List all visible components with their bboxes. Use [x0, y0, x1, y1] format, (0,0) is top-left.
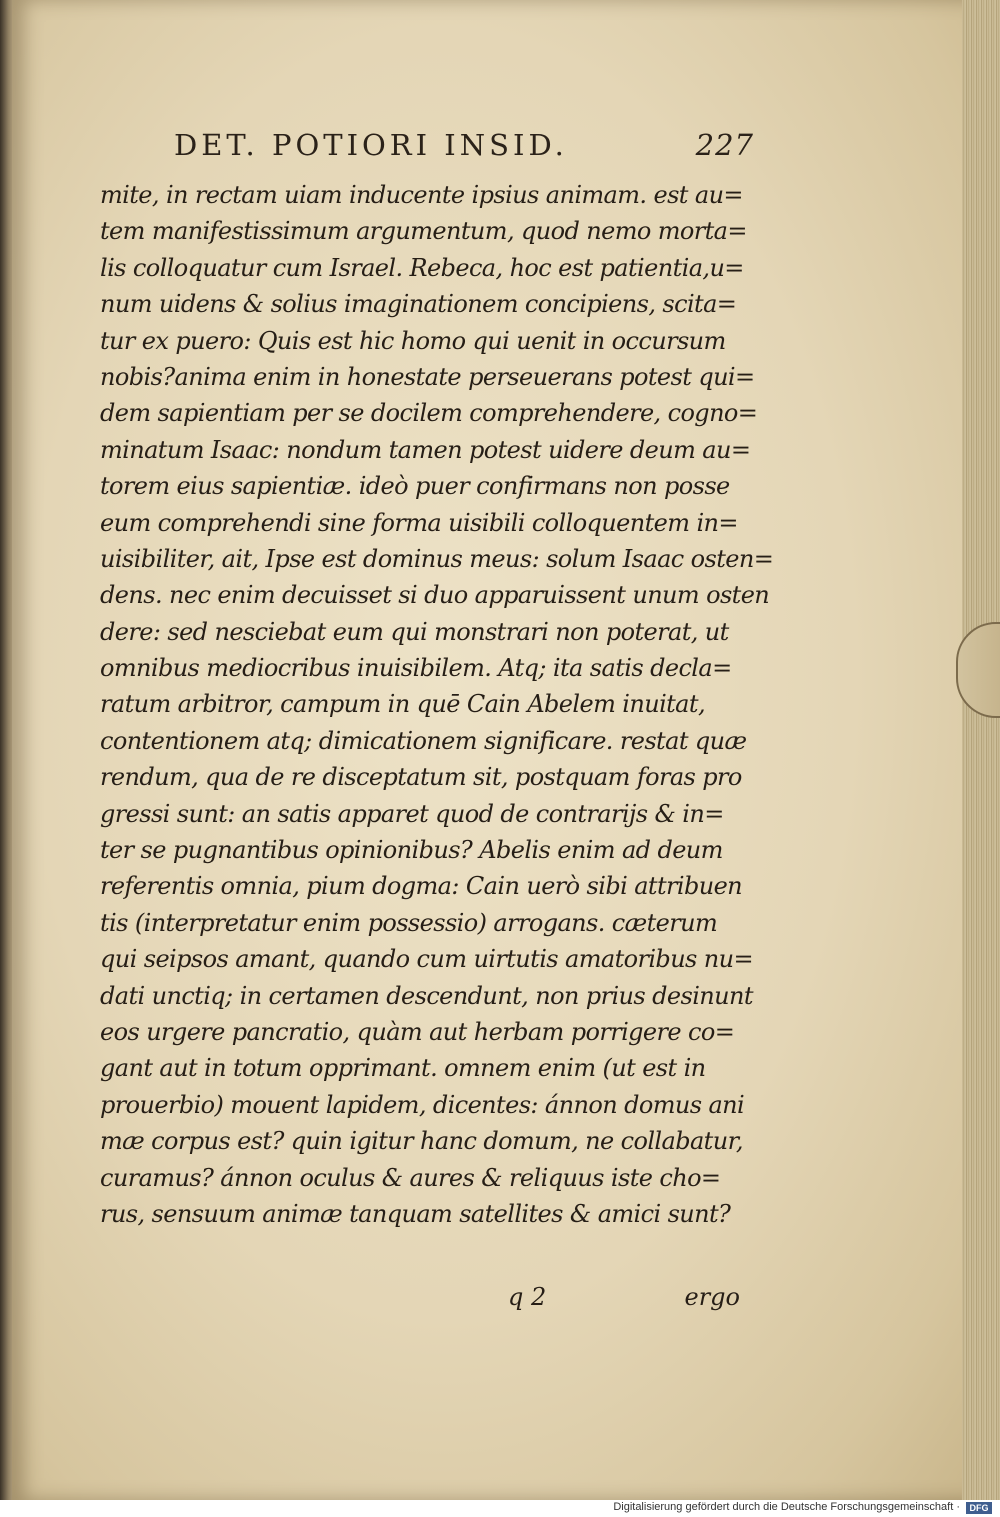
text-line: rendum, qua de re disceptatum sit, postquam foras pro [100, 763, 742, 792]
text-line: dere: sed nesciebat eum qui monstrari non poterat, ut [100, 617, 729, 646]
attribution-bar [0, 1500, 1000, 1517]
text-line: ter se pugnantibus opinionibus? Abelis enim ad deum [100, 836, 723, 865]
text-line: gressi sunt: an satis apparet quod de contrarijs & in= [100, 799, 724, 828]
page-fore-edge [962, 0, 1000, 1500]
text-line: torem eius sapientiæ. ideò puer confirmans non posse [100, 472, 730, 501]
text-line: ratum arbitror, campum in quē Cain Abelem inuitat, [100, 690, 705, 719]
text-line: num uidens & solius imaginationem concipiens, scita= [100, 290, 737, 319]
text-line: tis (interpretatur enim possessio) arrogans. cæterum [100, 908, 718, 937]
text-line: mæ corpus est? quin igitur hanc domum, ne collabatur, [100, 1127, 743, 1156]
signature-mark: q 2 [508, 1283, 547, 1311]
text-line: mite, in rectam uiam inducente ipsius animam. est au= [100, 181, 743, 209]
catchword: ergo [684, 1283, 740, 1311]
dfg-logo: DFG [966, 1502, 992, 1514]
text-line: referentis omnia, pium dogma: Cain uerò sibi attribuen [100, 872, 743, 901]
page-footer [100, 1283, 740, 1319]
text-line: uisibiliter, ait, Ipse est dominus meus: solum Isaac osten= [100, 544, 774, 573]
text-line: dens. nec enim decuisset si duo apparuissent unum osten [100, 581, 770, 610]
text-line: gant aut in totum opprimant. omnem enim (ut est in [100, 1054, 706, 1083]
text-line: tem manifestissimum argumentum, quod nemo morta= [100, 217, 747, 246]
text-line: curamus? ánnon oculus & aures & reliquus iste cho= [100, 1163, 721, 1192]
funding-credit: Digitalisierung gefördert durch die Deutsche Forschungsgemeinschaft · [613, 1501, 960, 1513]
running-title: DET. POTIORI INSID. [174, 128, 568, 162]
folio-number: 227 [695, 128, 754, 162]
text-line: prouerbio) mouent lapidem, dicentes: ánnon domus ani [100, 1090, 745, 1119]
text-line: nobis?anima enim in honestate perseuerans potest qui= [100, 362, 755, 391]
text-line: contentionem atq; dimicationem significare. restat quæ [100, 726, 747, 755]
text-line: omnibus mediocribus inuisibilem. Atq; ita satis decla= [100, 654, 732, 683]
body-text [100, 177, 774, 1232]
text-line: dati unctiq; in certamen descendunt, non prius desinunt [100, 981, 753, 1010]
page-header [174, 128, 754, 168]
text-line: eos urgere pancratio, quàm aut herbam porrigere co= [100, 1017, 735, 1046]
text-line: rus, sensuum animæ tanquam satellites & amici sunt? [100, 1199, 731, 1228]
book-page [12, 0, 970, 1500]
text-line: dem sapientiam per se docilem comprehendere, cogno= [100, 399, 758, 428]
text-line: qui seipsos amant, quando cum uirtutis amatoribus nu= [100, 945, 754, 974]
text-line: eum comprehendi sine forma uisibili colloquentem in= [100, 508, 738, 537]
text-line: lis colloquatur cum Israel. Rebeca, hoc est patientia,u= [100, 253, 744, 282]
text-line: minatum Isaac: nondum tamen potest uidere deum au= [100, 435, 751, 464]
text-line: tur ex puero: Quis est hic homo qui uenit in occursum [100, 326, 726, 355]
